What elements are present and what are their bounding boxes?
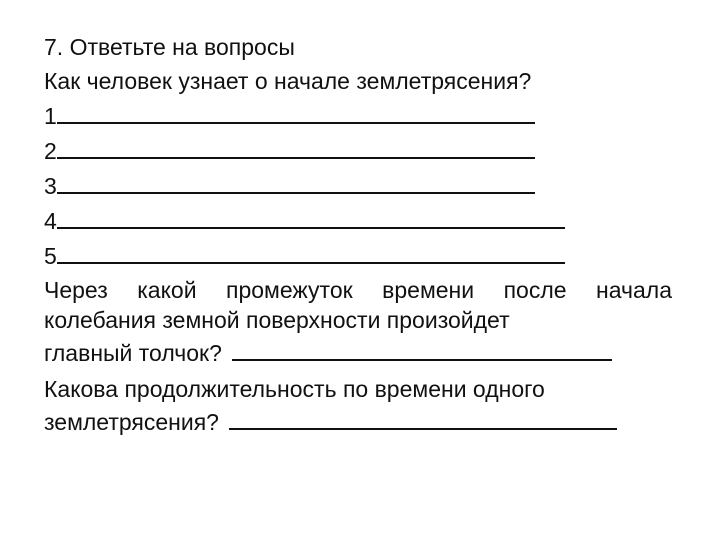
question-duration-text: Какова продолжительность по времени одного: [44, 376, 545, 402]
answer-blank-1[interactable]: [57, 98, 535, 124]
question-duration: [44, 374, 672, 404]
answer-number-5: 5: [44, 243, 57, 269]
question-main-shock-interval: [44, 275, 672, 335]
answer-line-5: [44, 238, 672, 273]
answer-line-2: [44, 133, 672, 168]
task-title: 7. Ответьте на вопросы: [44, 34, 295, 60]
answer-blank-duration[interactable]: [229, 404, 617, 430]
answer-number-3: 3: [44, 173, 57, 199]
answer-number-4: 4: [44, 208, 57, 234]
answer-blank-main-shock[interactable]: [232, 335, 612, 361]
answer-line-4: [44, 203, 672, 238]
answer-blank-3[interactable]: [57, 168, 535, 194]
worksheet: [44, 30, 672, 437]
question-duration-ending: землетрясения?: [44, 409, 219, 435]
answer-line-3: [44, 168, 672, 203]
answer-blank-4[interactable]: [57, 203, 565, 229]
answer-blank-5[interactable]: [57, 238, 565, 264]
question-main-shock-line: [44, 335, 672, 368]
answer-number-1: 1: [44, 103, 57, 129]
answer-line-1: [44, 98, 672, 133]
question-how-detect-earthquake: Как человек узнает о начале землетрясения?: [44, 68, 532, 94]
answer-number-2: 2: [44, 138, 57, 164]
question-duration-line: [44, 404, 672, 437]
question-main-shock-text: Через какой промежуток времени после начала колебания земной поверхности произойдет: [44, 277, 672, 333]
question-main-shock-ending: главный толчок?: [44, 340, 222, 366]
answer-blank-2[interactable]: [57, 133, 535, 159]
